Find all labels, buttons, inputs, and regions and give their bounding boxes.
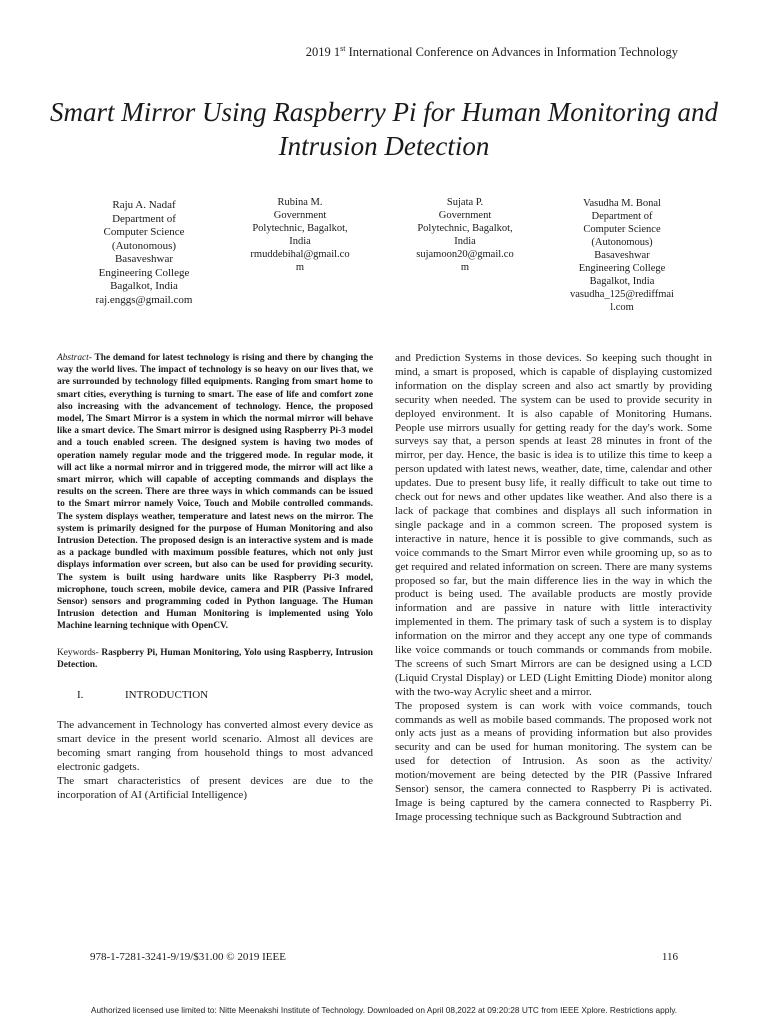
body-paragraph-1: and Prediction Systems in those devices. So keeping such thought in mind, a smart is proposed, which is capable of displaying customized information on the display screen and also act smartly by providing security when needed. The system can be used to provide security in deployed environment. It is also capable of Monitoring Humans. People use mirrors usually for getting ready for the day's work. Some surveys say that, a person spends at least 28 minutes in front of the mirror, per day. Hence, the basic is idea is to utilize this time to keep a person updated with latest news, weather, date, time, calendar and other updates. Due to present busy life, it really difficult to take out time to check out for news and other updates like weather. And also there is a lack of package that combines and displays all such information in single package and in a common screen. The proposed system is interactive in nature, hence it is possible to give commands, such as voice commands to the Smart Mirror even while grooming up, so as to get required and related information on screen. There are many systems proposed so far, but the main difference lies in the way in which the product is being used. The available products are mostly provide information and are passive in nature with little interactivity implemented in them. The primary task of such a system is to display information on the mirror and they accept any one type of commands like voice commands or touch commands or commands from mobile. The screens of such Smart Mirrors are can be designed using a LCD (Liquid Crystal Display) or LED (Light Emitting Diode) monitor along with the two-way Acrylic sheet and a mirror. [395, 352, 712, 698]
author-line: India [454, 236, 476, 247]
keywords-text: Raspberry Pi, Human Monitoring, Yolo using Raspberry, Intrusion Detection. [57, 647, 373, 670]
author-line: m [295, 262, 305, 273]
author-line: Bagalkot, India [110, 280, 178, 292]
keywords [57, 647, 373, 671]
intro-paragraph-1: The advancement in Technology has converted almost every device as smart device in the present world scenario. Almost all devices are becoming smart ranging from household things to most advanced electronic gadgets. [57, 718, 373, 773]
right-column [395, 352, 712, 825]
author-line: sujamoon20@gmail.co [416, 249, 514, 260]
author-line: Government [438, 210, 492, 221]
author-line: Vasudha M. Bonal [583, 198, 661, 209]
conference-header: 2019 1st International Conference on Advances in Information Technology [305, 44, 678, 60]
keywords-label: Keywords- [57, 647, 99, 658]
section-heading-introduction: I. INTRODUCTION [77, 689, 209, 702]
author-line: Department of [591, 211, 653, 222]
isbn-footer: 978-1-7281-3241-9/19/$31.00 © 2019 IEEE [90, 951, 286, 963]
author-line: l.com [610, 302, 634, 313]
author-line: Engineering College [578, 263, 666, 274]
abstract [57, 352, 373, 633]
body-paragraph-2: The proposed system is can work with voice commands, touch commands as well as mobile based commands. The proposed work not only acts just as a means of providing information but also provides security and can be used for human monitoring. The system can be used for detection of Intrusion. As soon as the activity/ motion/movement are being detected by the PIR (Passive Infrared Sensor) sensor, the camera connected to Raspberry Pi is activated. Image is being captured by the camera connected to Raspberry Pi. Image processing technique such as Background Subtraction and [395, 699, 712, 823]
author-line: India [289, 236, 311, 247]
author-line: Department of [112, 212, 176, 225]
author-3 [397, 196, 533, 274]
author-line: Rubina M. [277, 197, 323, 208]
author-line: raj.enggs@gmail.com [95, 293, 193, 306]
author-line: Basaveshwar [114, 253, 174, 265]
page-number: 116 [661, 951, 678, 963]
left-column [57, 352, 373, 802]
author-line: Government [273, 210, 327, 221]
author-4 [556, 197, 688, 314]
author-line: vasudha_125@rediffmai [570, 289, 674, 300]
author-line: Sujata P. [446, 197, 484, 208]
author-line: Basaveshwar [594, 250, 650, 261]
abstract-text: The demand for latest technology is rising and there by changing the way the world lives. The impact of technology is so heavy on our lives that, we are surrounded by technology filled equipments. Ranging from smart home to smart cities, everything is turning to smart. The ease of life and comfort zone also increasing with the advancement of technology. Hence, the proposed model, The Smart Mirror is a system in which the normal mirror will behave like a smart device. The Smart mirror is designed using Raspberry Pi-3 model and a touch enabled screen. The designed system is having two modes of operation namely regular mode and the triggered mode. In regular mode, it will act like a normal mirror and in triggered mode, the mirror will act like a smart mirror, which will capable of accepting commands and displays the results on the screen. There are three ways in which commands can be issued to the Smart mirror namely Voice, Touch and Mobile controlled commands. The system displays weather, temperature and latest news on the mirror. The system is primarily designed for the purpose of Human Monitoring and also Intrusion Detection. The proposed design is an interactive system and is made as a package bundled with maximum possible features, which not only just displays information over screen, but also can be used for providing security. The system is built using hardware units like Raspberry Pi-3 model, microphone, touch screen, mobile device, camera and PIR (Passive Infrared Sensor) sensors and programming coded in Python language. The Human Intrusion detection and Human Monitoring is implemented using Yolo Machine learning technique with OpenCV. [57, 353, 373, 632]
author-1 [78, 199, 210, 307]
author-line: (Autonomous) [111, 239, 177, 252]
author-line: Polytechnic, Bagalkot, [252, 223, 348, 234]
author-line: m [460, 262, 470, 273]
license-notice: Authorized licensed use limited to: Nitte Meenakshi Institute of Technology. Downloaded on April 08,2022 at 09:20:28 UTC from IEEE Xplore. Restrictions apply. [90, 1005, 678, 1015]
author-line: Bagalkot, India [589, 276, 655, 287]
author-line: rmuddebihal@gmail.co [250, 249, 350, 260]
author-line: Computer Science [583, 224, 661, 235]
author-line: Polytechnic, Bagalkot, [417, 223, 513, 234]
abstract-label: Abstract- [57, 353, 92, 363]
paper-title: Smart Mirror Using Raspberry Pi for Human Monitoring and Intrusion Detection [50, 97, 719, 161]
intro-paragraph-2: The smart characteristics of present devices are due to the incorporation of AI (Artificial Intelligence) [57, 774, 373, 801]
author-line: (Autonomous) [591, 237, 653, 248]
author-line: Raju A. Nadaf [112, 199, 176, 211]
author-2 [232, 196, 368, 274]
author-line: Computer Science [103, 226, 185, 238]
author-line: Engineering College [98, 266, 190, 279]
